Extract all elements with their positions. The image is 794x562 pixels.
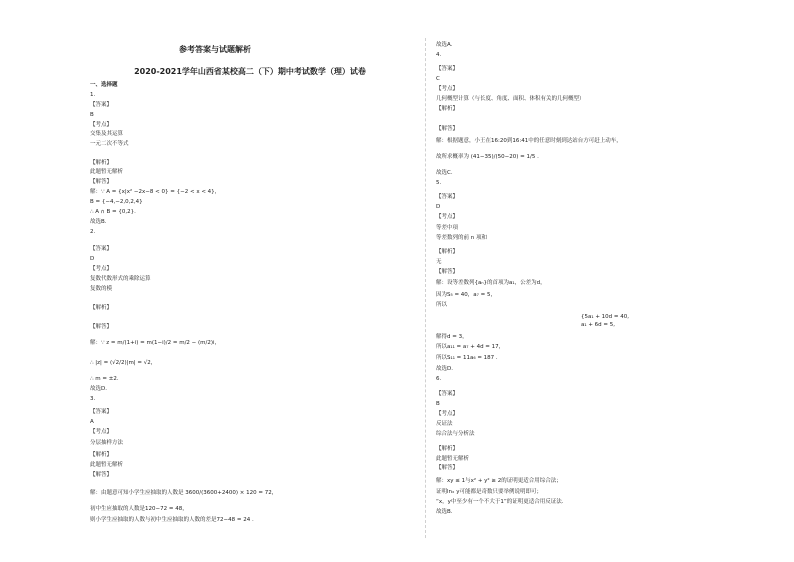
left-text-line: 解：由题意可知小学生应抽取的人数是 3600/(3600+2400) × 120 = 72， [90, 490, 278, 496]
left-text-line: 此题暂无解析 [90, 462, 124, 468]
left-text-line: 分层抽样方法 [90, 440, 124, 446]
right-text-line: 故选A. [436, 42, 453, 48]
right-text-line: 所以a₁₁ = a₇ + 4d = 17， [436, 344, 505, 350]
right-text-line: 无 [436, 259, 442, 265]
left-text-line: 复数的模 [90, 286, 113, 292]
right-text-line: B [436, 401, 440, 407]
left-text-line: ∴ A ∩ B = {0,2}. [90, 209, 136, 215]
left-text-line: 【答案】 [90, 409, 113, 415]
right-text-line: 综合法与分析法 [436, 431, 475, 437]
right-text-line: 解：设等差数列{aₙ}的首项为a₁，公差为d， [436, 280, 546, 286]
left-text-line: 故选B. [90, 219, 107, 225]
left-text-line: 解：∵ z = m/(1+i) = m(1−i)/2 = m/2 − (m/2)i， [90, 340, 221, 346]
left-text-line: 【答案】 [90, 246, 113, 252]
left-text-line: 此题暂无解析 [90, 169, 124, 175]
left-text-line: 【考点】 [90, 266, 113, 272]
right-text-line: 【解析】 [436, 106, 459, 112]
right-text-line: 证明lnₓ y可能都是奇数只要举例说明即可； [436, 489, 542, 495]
right-text-line: 因为S₅ = 40，a₇ = 5， [436, 292, 496, 298]
right-text-line: 等差数列的前 n 项和 [436, 235, 487, 241]
right-text-line: 5. [436, 180, 442, 186]
left-text-line: 【解答】 [90, 179, 113, 185]
right-text-line: 4. [436, 52, 442, 58]
left-text-line: 一、选择题 [90, 82, 118, 88]
left-text-line: 解：∵ A = {x|x² −2x−8 < 0} = {−2 < x < 4}， [90, 189, 221, 195]
right-text-line: {5a₁ + 10d = 40, [581, 314, 630, 320]
right-text-line: 【答案】 [436, 194, 459, 200]
right-text-line: 【考点】 [436, 86, 459, 92]
right-text-line: 所以 [436, 302, 448, 308]
right-text-line: 【解析】 [436, 446, 459, 452]
right-text-line: D [436, 204, 441, 210]
left-text-line: 则小学生应抽取的人数与初中生应抽取的人数的差是72−48 = 24 . [90, 517, 254, 523]
doc-subtitle: 2020-2021学年山西省某校高二（下）期中考试数学（理）试卷 [134, 67, 366, 76]
doc-title: 参考答案与试题解析 [179, 45, 251, 54]
left-text-line: A [90, 419, 94, 425]
right-text-line: a₁ + 6d = 5, [581, 322, 616, 328]
left-text-line: 【考点】 [90, 429, 113, 435]
right-text-line: 故选D. [436, 366, 453, 372]
column-divider [425, 38, 426, 538]
left-text-line: 【考点】 [90, 122, 113, 128]
left-text-line: 交集及其运算 [90, 131, 124, 137]
left-text-line: 【答案】 [90, 102, 113, 108]
right-text-line: 解得d = 3， [436, 334, 468, 340]
left-text-line: 初中生应抽取的人数是120−72 = 48， [90, 506, 188, 512]
right-text-line: 【答案】 [436, 391, 459, 397]
right-text-line: “x，y中至少有一个不大于1”的证明更适合用反证法. [436, 499, 564, 505]
left-text-line: D [90, 256, 95, 262]
right-text-line: C [436, 76, 440, 82]
right-text-line: 【解答】 [436, 465, 459, 471]
right-text-line: 此题暂无解析 [436, 456, 470, 462]
left-text-line: ∴ |z| = (√2/2)|m| = √2， [90, 360, 157, 366]
left-text-line: 1. [90, 92, 96, 98]
left-text-line: 【解答】 [90, 472, 113, 478]
left-text-line: B [90, 112, 94, 118]
right-text-line: 等差中项 [436, 225, 459, 231]
left-text-line: 【解析】 [90, 160, 113, 166]
left-text-line: 【解析】 [90, 452, 113, 458]
right-text-line: 【考点】 [436, 214, 459, 220]
right-text-line: 几何概型计算（与长度、角度、面积、体积有关的几何概型） [436, 96, 585, 102]
left-text-line: 故选D. [90, 386, 107, 392]
right-text-line: 【解答】 [436, 269, 459, 275]
right-text-line: 解：xy ≤ 1与x² + y² ≥ 2的证明更适合用综合法； [436, 478, 562, 484]
right-text-line: 【答案】 [436, 66, 459, 72]
left-text-line: 3. [90, 396, 96, 402]
left-text-line: ∴ m = ±2. [90, 376, 119, 382]
right-text-line: 故所求概率为 (41−35)/(50−20) = 1/5 . [436, 154, 539, 160]
left-text-line: 2. [90, 229, 96, 235]
right-text-line: 所以S₁₁ = 11a₆ = 187 . [436, 355, 498, 361]
left-text-line: B = {−4,−2,0,2,4} [90, 199, 143, 205]
left-text-line: 【解答】 [90, 324, 113, 330]
left-text-line: 【解析】 [90, 305, 113, 311]
left-text-line: 一元二次不等式 [90, 141, 129, 147]
right-text-line: 故选C. [436, 170, 453, 176]
right-text-line: 【解析】 [436, 249, 459, 255]
right-text-line: 解：根据题意，小王在16:20到16:41中的任意时刻到达站台方可赶上动车， [436, 138, 622, 144]
right-text-line: 故选B. [436, 509, 453, 515]
right-text-line: 6. [436, 376, 442, 382]
right-text-line: 【考点】 [436, 411, 459, 417]
right-text-line: 反证法 [436, 421, 453, 427]
right-text-line: 【解答】 [436, 126, 459, 132]
left-text-line: 复数代数形式的乘除运算 [90, 276, 151, 282]
